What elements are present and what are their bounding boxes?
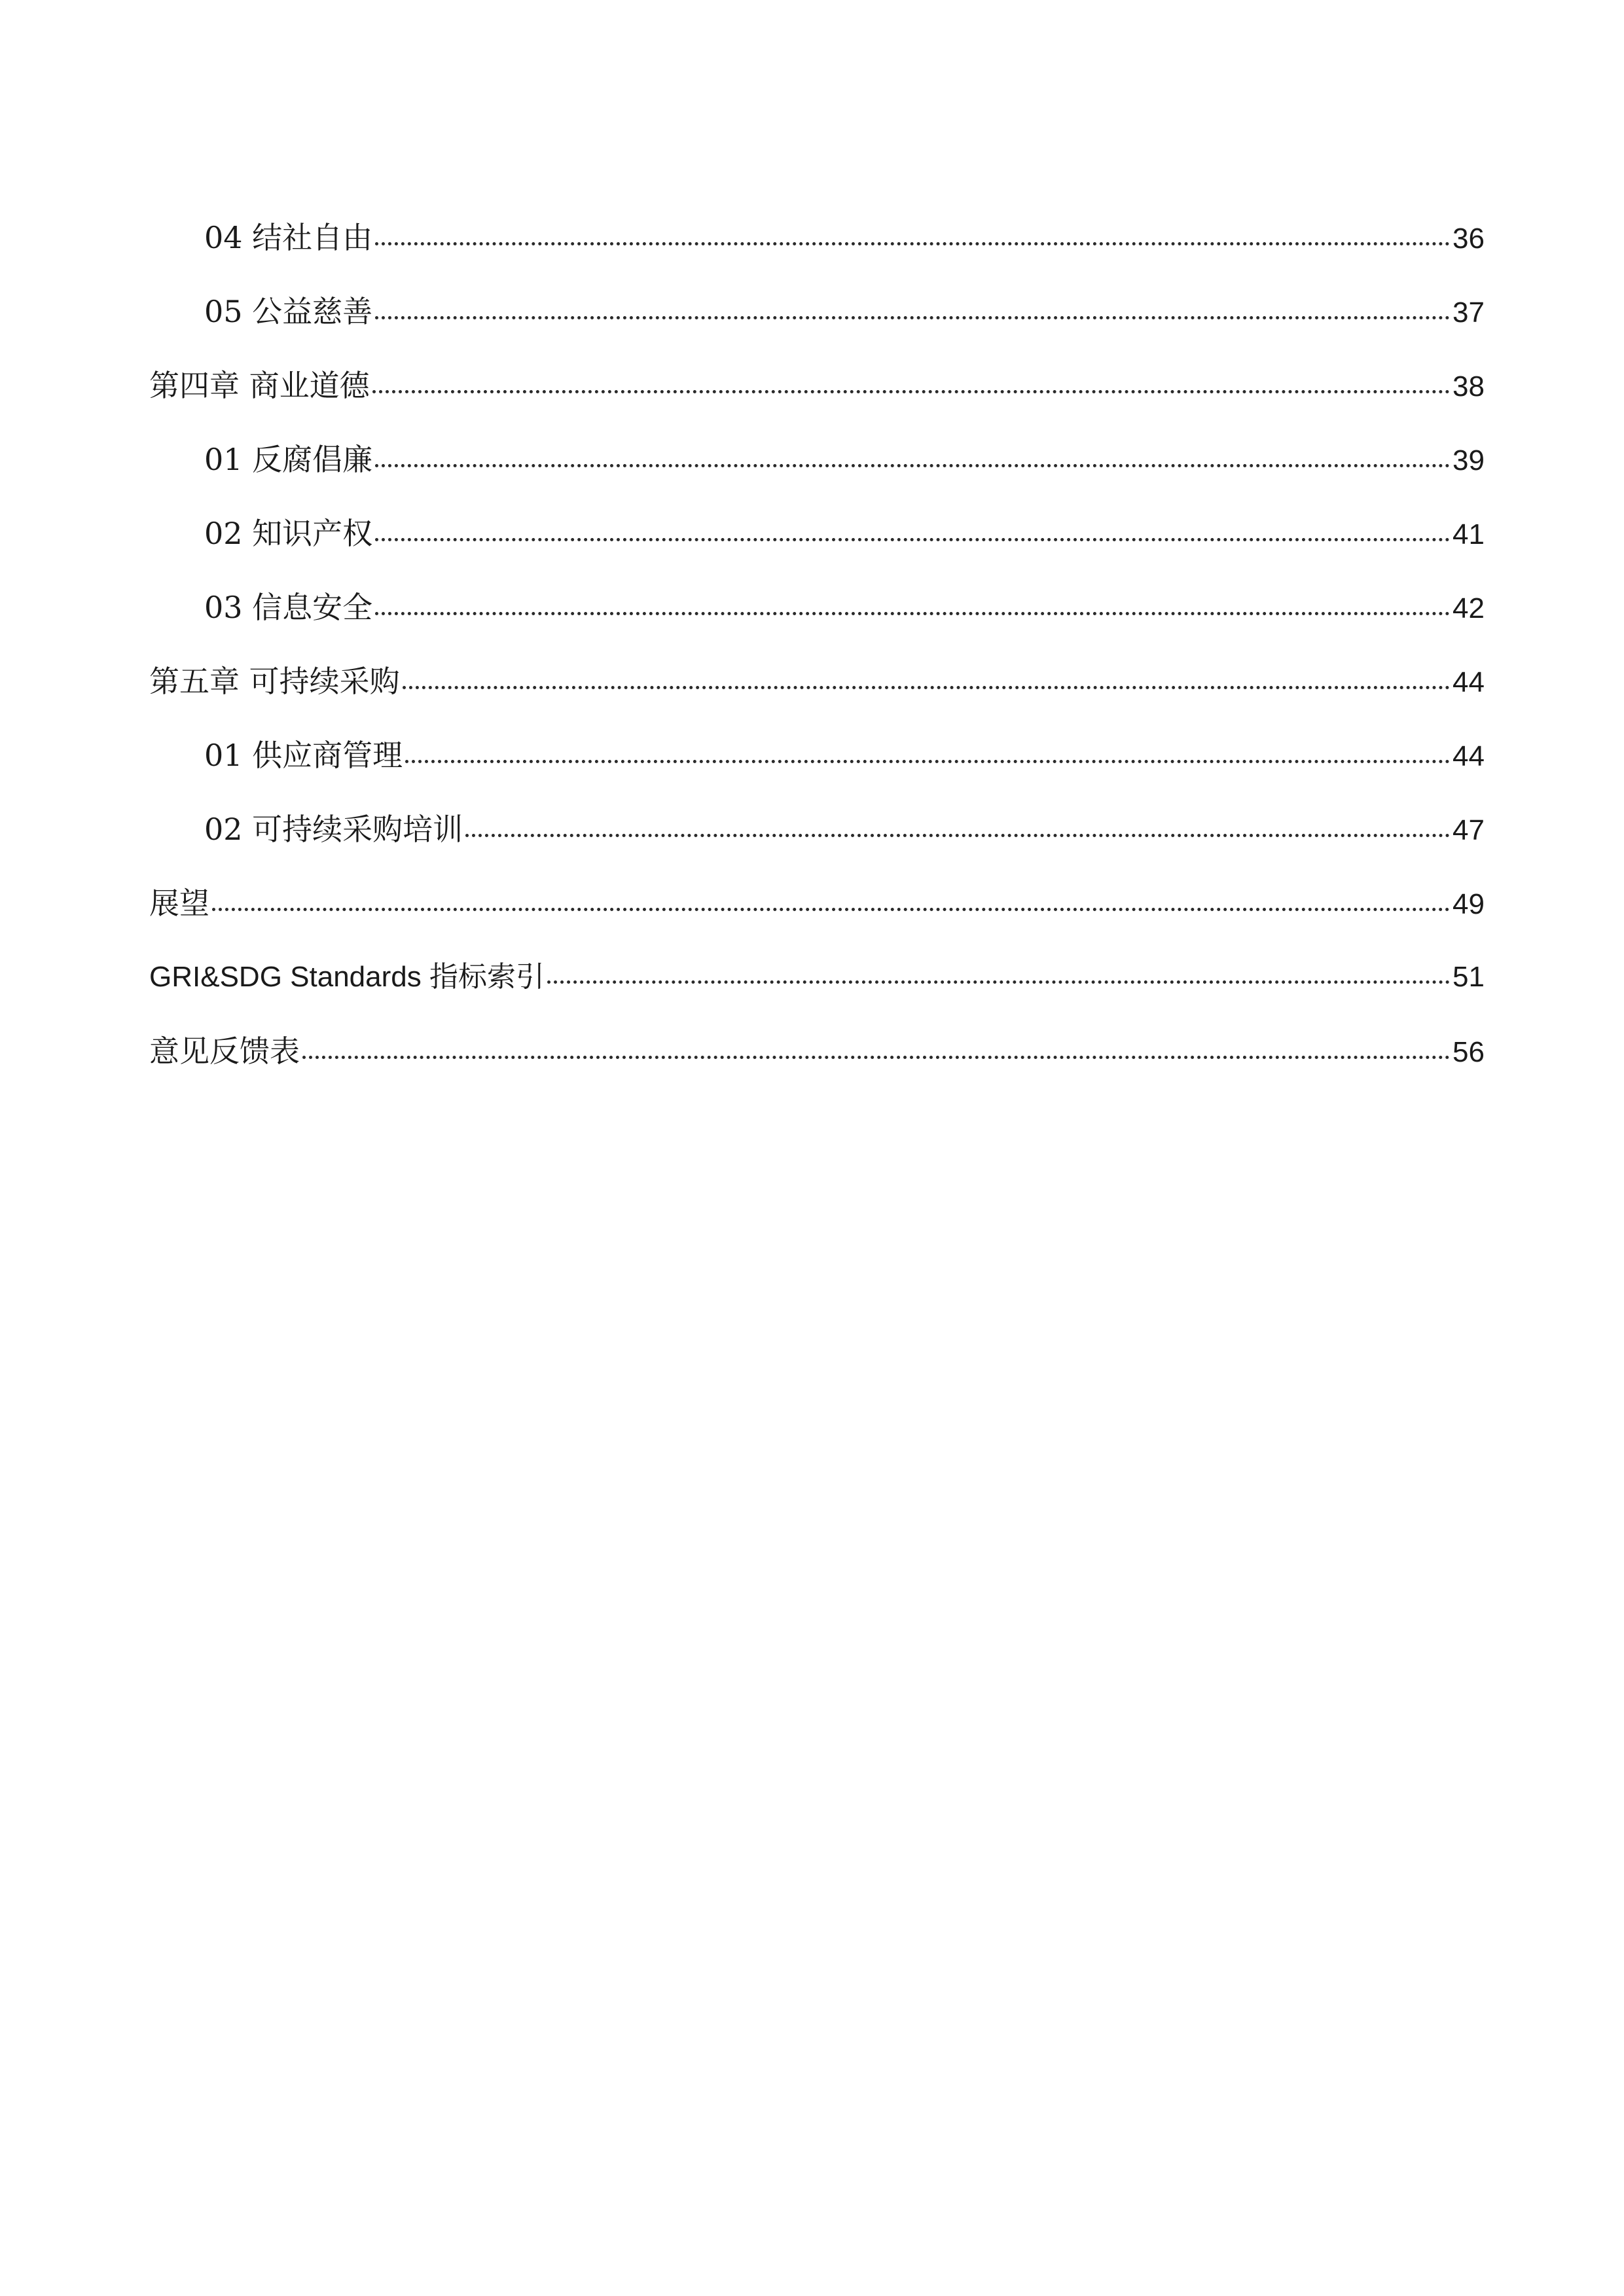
toc-page-number: 51 [1453,961,1485,993]
toc-page-number: 44 [1453,666,1485,698]
toc-entry-title: 03 信息安全 [204,590,373,625]
toc-entry-title: 第五章 可持续采购 [149,664,400,699]
toc-entry-freedom-of-association[interactable] [149,216,1485,290]
toc-dot-leader [212,907,1450,911]
toc-dot-leader [375,611,1450,615]
toc-entry-public-welfare[interactable] [149,290,1485,364]
toc-page-number: 44 [1453,740,1485,772]
toc-page-number: 42 [1453,592,1485,624]
toc-page-number: 37 [1453,296,1485,329]
toc-entry-title: 展望 [149,886,209,921]
toc-entry-title: 意见反馈表 [149,1033,300,1069]
toc-entry-outlook[interactable] [149,882,1485,956]
toc-dot-leader [403,685,1450,689]
toc-entry-title: 01 供应商管理 [204,738,403,773]
toc-dot-leader [405,759,1450,763]
toc-dot-leader [465,833,1450,837]
toc-entry-feedback-form[interactable] [149,1030,1485,1103]
toc-dot-leader [302,1055,1450,1059]
toc-entry-title: GRI&SDG Standards 指标索引 [149,961,545,993]
toc-entry-title: 05 公益慈善 [204,294,373,329]
toc-page-number: 56 [1453,1036,1485,1068]
toc-page-number: 49 [1453,888,1485,920]
toc-entry-sustainable-procurement-training[interactable] [149,808,1485,882]
toc-dot-leader [375,537,1450,541]
toc-entry-title: 02 可持续采购培训 [204,812,463,847]
toc-page-number: 41 [1453,518,1485,550]
toc-entry-information-security[interactable] [149,586,1485,660]
toc-entry-chapter-5[interactable] [149,660,1485,734]
toc-page-number: 47 [1453,814,1485,846]
toc-dot-leader [372,389,1450,393]
toc-dot-leader [547,980,1450,984]
toc-entry-intellectual-property[interactable] [149,512,1485,586]
toc-page-number: 38 [1453,370,1485,403]
toc-entry-title: 第四章 商业道德 [149,368,370,403]
toc-entry-title: 02 知识产权 [204,516,373,551]
toc-dot-leader [375,463,1450,467]
toc-page-number: 36 [1453,223,1485,255]
toc-entry-anti-corruption[interactable] [149,438,1485,512]
toc-page-number: 39 [1453,444,1485,476]
toc-entry-supplier-management[interactable] [149,734,1485,808]
table-of-contents [149,216,1485,1103]
toc-entry-gri-sdg-index[interactable] [149,956,1485,1030]
toc-entry-title: 04 结社自由 [204,220,373,255]
toc-entry-chapter-4[interactable] [149,364,1485,438]
toc-entry-title: 01 反腐倡廉 [204,442,373,477]
toc-dot-leader [375,315,1450,319]
toc-dot-leader [375,242,1450,245]
